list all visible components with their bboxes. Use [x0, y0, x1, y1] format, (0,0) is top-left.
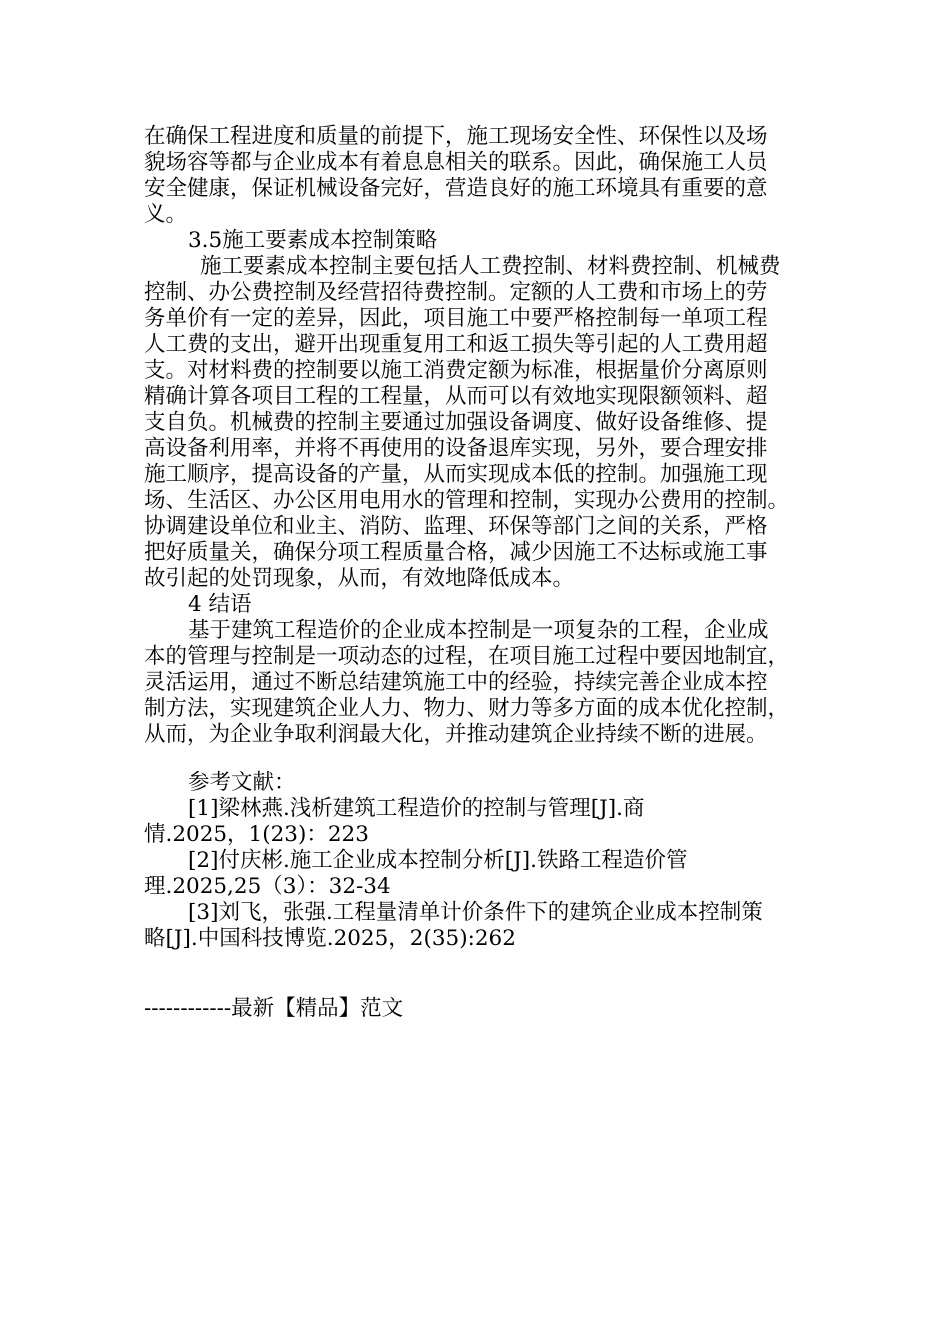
paragraph-line: 安全健康，保证机械设备完好，营造良好的施工环境具有重要的意	[144, 176, 768, 201]
section-heading: 4 结语	[188, 592, 252, 617]
paragraph-line: 场、生活区、办公区用电用水的管理和控制，实现办公费用的控制。	[144, 488, 790, 513]
reference-line: 理.2025,25（3）：32-34	[144, 874, 391, 899]
reference-line: 情.2025，1(23)：223	[144, 822, 369, 847]
paragraph-line: 故引起的处罚现象，从而，有效地降低成本。	[144, 566, 575, 591]
reference-line: [2]付庆彬.施工企业成本控制分析[J].铁路工程造价管	[188, 848, 688, 873]
paragraph-line: 人工费的支出，避开出现重复用工和返工损失等引起的人工费用超	[144, 332, 768, 357]
paragraph-line: 制方法，实现建筑企业人力、物力、财力等多方面的成本优化控制，	[144, 696, 790, 721]
paragraph-line: 本的管理与控制是一项动态的过程，在项目施工过程中要因地制宜，	[144, 644, 790, 669]
paragraph-line: 务单价有一定的差异，因此，项目施工中要严格控制每一单项工程	[144, 306, 768, 331]
references-title: 参考文献：	[188, 770, 296, 795]
paragraph-line: 施工要素成本控制主要包括人工费控制、材料费控制、机械费	[200, 254, 781, 279]
paragraph-line: 支。对材料费的控制要以施工消费定额为标准，根据量价分离原则	[144, 358, 768, 383]
paragraph-line: 貌场容等都与企业成本有着息息相关的联系。因此，确保施工人员	[144, 150, 768, 175]
paragraph-line: 高设备利用率，并将不再使用的设备退库实现，另外，要合理安排	[144, 436, 768, 461]
paragraph-line: 精确计算各项目工程的工程量，从而可以有效地实现限额领料、超	[144, 384, 768, 409]
paragraph-line: 从而，为企业争取利润最大化，并推动建筑企业持续不断的进展。	[144, 722, 768, 747]
reference-line: [1]梁林燕.浅析建筑工程造价的控制与管理[J].商	[188, 796, 645, 821]
paragraph-line: 灵活运用，通过不断总结建筑施工中的经验，持续完善企业成本控	[144, 670, 768, 695]
reference-line: 略[J].中国科技博览.2025，2(35):262	[144, 926, 516, 951]
paragraph-line: 义。	[144, 202, 188, 227]
paragraph-line: 协调建设单位和业主、消防、监理、环保等部门之间的关系，严格	[144, 514, 768, 539]
paragraph-line: 施工顺序，提高设备的产量，从而实现成本低的控制。加强施工现	[144, 462, 768, 487]
paragraph-line: 控制、办公费控制及经营招待费控制。定额的人工费和市场上的劳	[144, 280, 768, 305]
section-heading: 3.5施工要素成本控制策略	[188, 228, 438, 253]
paragraph-line: 基于建筑工程造价的企业成本控制是一项复杂的工程，企业成	[188, 618, 769, 643]
reference-line: [3]刘飞，张强.工程量清单计价条件下的建筑企业成本控制策	[188, 900, 763, 925]
paragraph-line: 支自负。机械费的控制主要通过加强设备调度、做好设备维修、提	[144, 410, 768, 435]
paragraph-line: 在确保工程进度和质量的前提下，施工现场安全性、环保性以及场	[144, 124, 768, 149]
paragraph-line: 把好质量关，确保分项工程质量合格，减少因施工不达标或施工事	[144, 540, 768, 565]
footer-text: ------------最新【精品】范文	[144, 996, 404, 1021]
